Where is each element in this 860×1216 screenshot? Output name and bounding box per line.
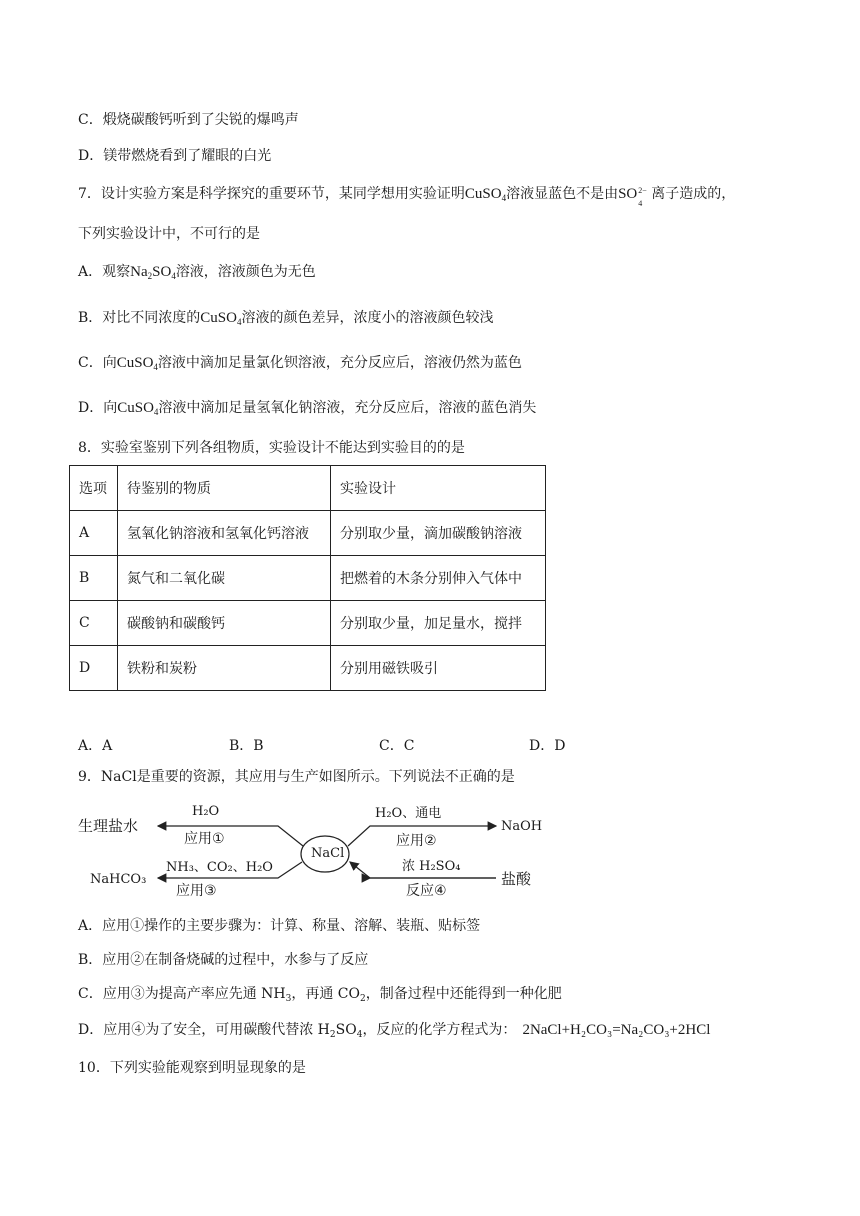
h2o-reagent: H₂O (192, 804, 220, 819)
q8-table (69, 465, 546, 691)
nh3-co2-h2o-reagent: NH₃、CO₂、H₂O (166, 860, 273, 875)
q7-stem (78, 184, 735, 208)
table-header-row (70, 466, 546, 511)
q7-stem-text-b: 溶液显蓝色不是由 (506, 186, 619, 202)
saline-label: 生理盐水 (78, 817, 139, 835)
table-cell: C (70, 601, 118, 646)
nacl-label: NaCl (311, 846, 345, 861)
q8-option-a: A．A (78, 738, 113, 754)
arrow-app1 (158, 826, 303, 846)
q9-equation: 2NaCl+H₂CO₃=Na₂CO₃+2HCl (522, 1022, 711, 1038)
q7-option-d: D．向CuSO$_4$溶液中滴加足量氢氧化钠溶液，充分反应后，溶液的蓝色消失 (78, 400, 537, 417)
app3-label: 应用③ (176, 883, 217, 899)
app1-label: 应用① (184, 831, 225, 847)
q9-stem: 9．NaCl是重要的资源，其应用与生产如图所示。下列说法不正确的是 (78, 769, 515, 785)
q7-stem-text-c: 离子造成的， (651, 186, 736, 202)
table-cell: 把燃着的木条分别伸入气体中 (331, 556, 546, 601)
table-cell: 分别用磁铁吸引 (331, 646, 546, 691)
table-cell: B (70, 556, 118, 601)
q7-sulfate-ion: SO 2− 4 (618, 185, 647, 208)
q7-formula-cuso4: CuSO$_4$ (464, 186, 507, 203)
table-header-cell: 实验设计 (331, 466, 546, 511)
q8-stem: 8．实验室鉴别下列各组物质，实验设计不能达到实验目的的是 (78, 440, 465, 456)
react4-label: 反应④ (406, 883, 447, 899)
table-cell: 碳酸钠和碳酸钙 (118, 601, 331, 646)
q7-option-a: A．观察$Na_2SO_4$溶液，溶液颜色为无色 (78, 264, 316, 281)
table-cell: 氢氧化钠溶液和氢氧化钙溶液 (118, 511, 331, 556)
table-cell: 氮气和二氧化碳 (118, 556, 331, 601)
electrolysis-reagent: H₂O、通电 (375, 806, 442, 821)
table-cell: 铁粉和炭粉 (118, 646, 331, 691)
q10-stem: 10．下列实验能观察到明显现象的是 (78, 1060, 306, 1076)
q6-option-d: D．镁带燃烧看到了耀眼的白光 (78, 148, 272, 164)
q9-option-b: B．应用②在制备烧碱的过程中，水参与了反应 (78, 952, 369, 968)
table-cell: A (70, 511, 118, 556)
q8-option-d: D．D (529, 738, 566, 754)
app2-label: 应用② (396, 833, 437, 849)
table-header-cell: 选项 (70, 466, 118, 511)
q6-option-c: C．煅烧碳酸钙听到了尖锐的爆鸣声 (78, 112, 299, 128)
q8-option-c: C．C (379, 738, 415, 754)
table-header-cell: 待鉴别的物质 (118, 466, 331, 511)
table-row (70, 556, 546, 601)
table-cell: 分别取少量，加足量水，搅拌 (331, 601, 546, 646)
q7-option-b: B．对比不同浓度的CuSO$_4$溶液的颜色差异，浓度小的溶液颜色较浅 (78, 310, 494, 327)
table-row (70, 601, 546, 646)
hcl-label: 盐酸 (501, 870, 532, 888)
nacl-diagram (78, 796, 548, 899)
q7-stem-text-a: 7．设计实验方案是科学探究的重要环节，某同学想用实验证明 (78, 186, 465, 202)
q7-stem-line2: 下列实验设计中，不可行的是 (78, 226, 260, 242)
q9-option-a: A．应用①操作的主要步骤为：计算、称量、溶解、装瓶、贴标签 (78, 918, 481, 934)
h2so4-reagent: 浓 H₂SO₄ (402, 859, 461, 874)
q9-option-c: C．应用③为提高产率应先通 $NH_3$，再通 $CO_2$，制备过程中还能得到一种化肥 (78, 986, 562, 1004)
naoh-label: NaOH (501, 819, 543, 834)
q7-option-c: C．向CuSO$_4$溶液中滴加足量氯化钡溶液，充分反应后，溶液仍然为蓝色 (78, 355, 522, 372)
table-row (70, 646, 546, 691)
q8-option-b: B．B (229, 738, 264, 754)
table-row (70, 511, 546, 556)
nahco3-label: NaHCO₃ (90, 872, 147, 887)
table-cell: 分别取少量，滴加碳酸钠溶液 (331, 511, 546, 556)
q9-option-d: D．应用④为了安全，可用碳酸代替浓 $H_2SO_4$，反应的化学方程式为： 2NaCl+H₂CO₃=Na₂CO₃+2HCl (78, 1022, 711, 1040)
table-cell: D (70, 646, 118, 691)
